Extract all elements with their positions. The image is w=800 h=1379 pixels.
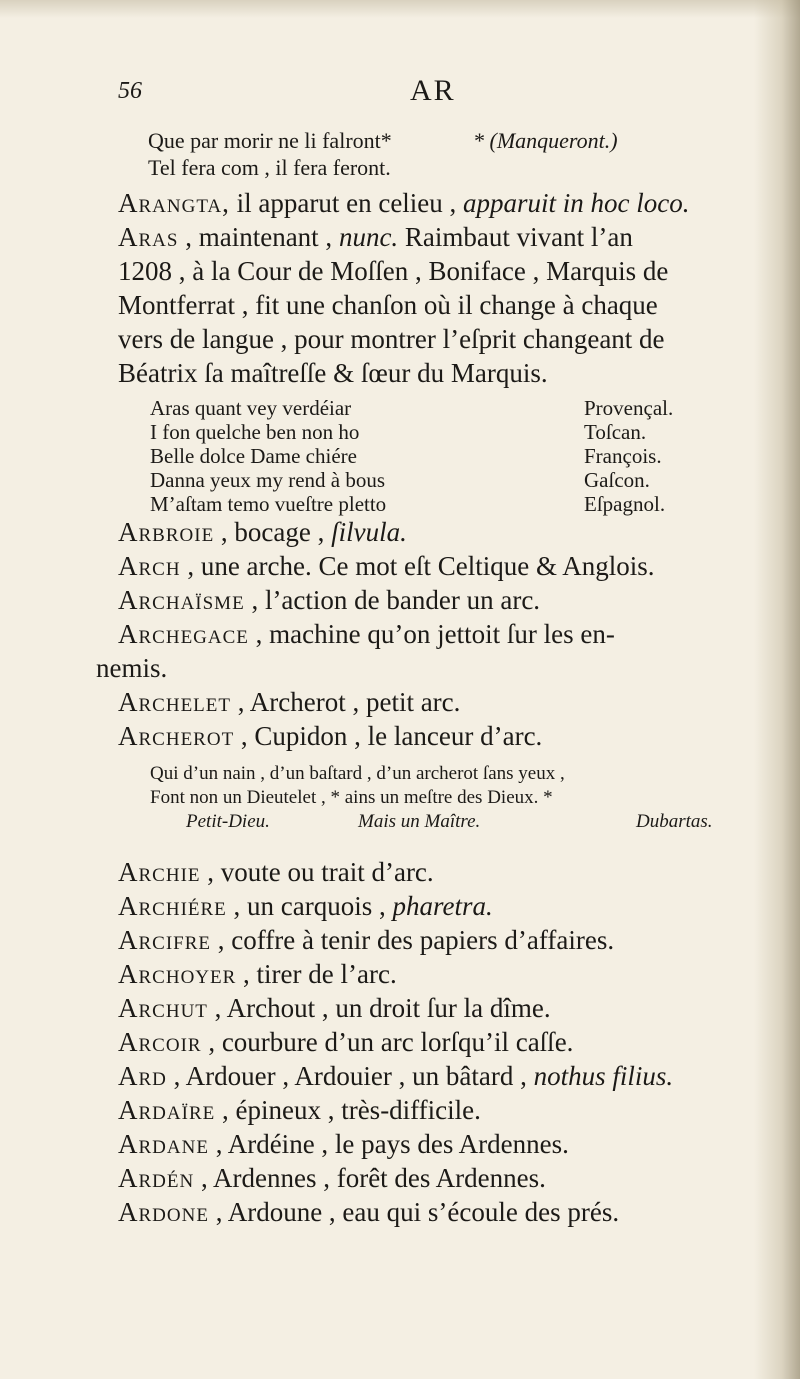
intro-verse-text: Que par morir ne li falront*: [148, 128, 392, 153]
headword: Ard: [118, 1061, 167, 1091]
headword: Archelet: [118, 687, 231, 717]
headword: Arch: [118, 551, 181, 581]
poem-language: Toſcan.: [584, 420, 647, 444]
entry-aras: [118, 220, 768, 254]
headword: Arangta,: [118, 188, 230, 218]
poem-language: Gaſcon.: [584, 468, 650, 492]
definition: , coffre à tenir des papiers d’affaires.: [211, 925, 615, 955]
poem-line: Aras quant vey verdéiar: [150, 396, 352, 420]
definition: , Ardennes , forêt des Ardennes.: [194, 1163, 546, 1193]
entry-archiere: [118, 889, 768, 923]
running-head: AR: [410, 74, 456, 107]
headword: Aras: [118, 222, 179, 252]
headword: Archie: [118, 857, 201, 887]
entry-arcifre: [118, 923, 768, 957]
page-number: 56: [118, 78, 142, 104]
poem-line: I fon quelche ben non ho: [150, 420, 360, 444]
headword: Ardane: [118, 1129, 209, 1159]
entry-ardaire: [118, 1093, 768, 1127]
quote-author: Dubartas.: [636, 811, 713, 832]
entry-arangta: [118, 186, 768, 220]
definition: , Ardouer , Ardouier , un bâtard ,: [166, 1061, 534, 1091]
quote-line: Font non un Dieutelet , * ains un meſtre des Dieux. *: [150, 787, 553, 808]
poem-line: Belle dolce Dame chiére: [150, 444, 357, 468]
entry-archaisme: [118, 583, 768, 617]
definition: , un carquois ,: [226, 891, 393, 921]
entry-aras-line-4: vers de langue , pour montrer l’eſprit changeant de: [118, 324, 665, 354]
latin-gloss: pharetra.: [392, 891, 493, 921]
entry-ardane: [118, 1127, 768, 1161]
intro-verse-line-1: [148, 127, 392, 154]
page-header: [118, 72, 718, 112]
headword: Archegace: [118, 619, 249, 649]
latin-gloss: apparuit in hoc loco.: [463, 188, 690, 218]
latin-gloss: nothus filius.: [533, 1061, 674, 1091]
headword: Arcifre: [118, 925, 212, 955]
poem-verses: [150, 396, 386, 516]
poem-language: Eſpagnol.: [584, 492, 666, 516]
entry-archie: [118, 855, 768, 889]
entry-ard: [118, 1059, 768, 1093]
definition: , machine qu’on jettoit ſur les en-: [248, 619, 615, 649]
poem-line: Danna yeux my rend à bous: [150, 468, 386, 492]
latin-gloss: nunc.: [338, 222, 399, 252]
definition: , Archout , un droit ſur la dîme.: [207, 993, 551, 1023]
definition: , Ardoune , eau qui s’écoule des prés.: [208, 1197, 620, 1227]
definition: , bocage ,: [214, 517, 332, 547]
entry-archegace: [118, 617, 768, 651]
entry-arch: [118, 549, 768, 583]
entry-aras-line-5: Béatrix ſa maîtreſſe & ſœur du Marquis.: [118, 358, 548, 388]
poem-languages: [584, 396, 673, 516]
intro-verse-note: * (Manqueront.): [473, 128, 618, 153]
poem-language: Provençal.: [584, 396, 674, 420]
definition: , tirer de l’arc.: [236, 959, 397, 989]
headword: Arbroie: [118, 517, 215, 547]
entry-arbroie: [118, 515, 768, 549]
quote-gloss-2: Mais un Maître.: [358, 811, 481, 832]
intro-verse-line-2: Tel fera com , il fera feront.: [148, 155, 391, 180]
definition: Raimbaut vivant l’an: [398, 222, 633, 252]
poem-language: François.: [584, 444, 662, 468]
entry-arden: [118, 1161, 768, 1195]
headword: Archerot: [118, 721, 235, 751]
definition: , une arche. Ce mot eſt Celtique & Anglois.: [180, 551, 655, 581]
definition: il apparut en celieu ,: [229, 188, 464, 218]
definition: , Ardéine , le pays des Ardennes.: [208, 1129, 569, 1159]
headword: Ardone: [118, 1197, 209, 1227]
headword: Archut: [118, 993, 208, 1023]
definition: , Archerot , petit arc.: [231, 687, 461, 717]
definition: , voute ou trait d’arc.: [200, 857, 434, 887]
page-top-shadow: [0, 0, 800, 18]
definition: , Cupidon , le lanceur d’arc.: [234, 721, 543, 751]
definition: , maintenant ,: [178, 222, 339, 252]
definition: , épineux , très-difficile.: [215, 1095, 481, 1125]
entry-archegace-line-2: nemis.: [96, 653, 168, 683]
headword: Arcoir: [118, 1027, 202, 1057]
definition: , l’action de bander un arc.: [244, 585, 541, 615]
entry-ardone: [118, 1195, 768, 1229]
entry-archut: [118, 991, 768, 1025]
poem-line: M’aſtam temo vueſtre pletto: [150, 492, 387, 516]
headword: Archiére: [118, 891, 227, 921]
entry-arcoir: [118, 1025, 768, 1059]
entry-archelet: [118, 685, 768, 719]
quote-gloss-1: Petit-Dieu.: [186, 811, 270, 832]
entry-archerot: [118, 719, 768, 753]
definition: , courbure d’un arc lorſqu’il caſſe.: [201, 1027, 574, 1057]
headword: Ardaïre: [118, 1095, 216, 1125]
latin-gloss: ſilvula.: [331, 517, 407, 547]
entry-archoyer: [118, 957, 768, 991]
headword: Archoyer: [118, 959, 237, 989]
entry-aras-line-3: Montferrat , fit une chanſon où il change à chaque: [118, 290, 658, 320]
entry-aras-line-2: 1208 , à la Cour de Moſſen , Boniface , Marquis de: [118, 256, 669, 286]
quote-line: Qui d’un nain , d’un baſtard , d’un archerot ſans yeux ,: [150, 763, 565, 784]
headword: Ardén: [118, 1163, 195, 1193]
dubartas-quote: [150, 762, 565, 810]
headword: Archaïsme: [118, 585, 245, 615]
